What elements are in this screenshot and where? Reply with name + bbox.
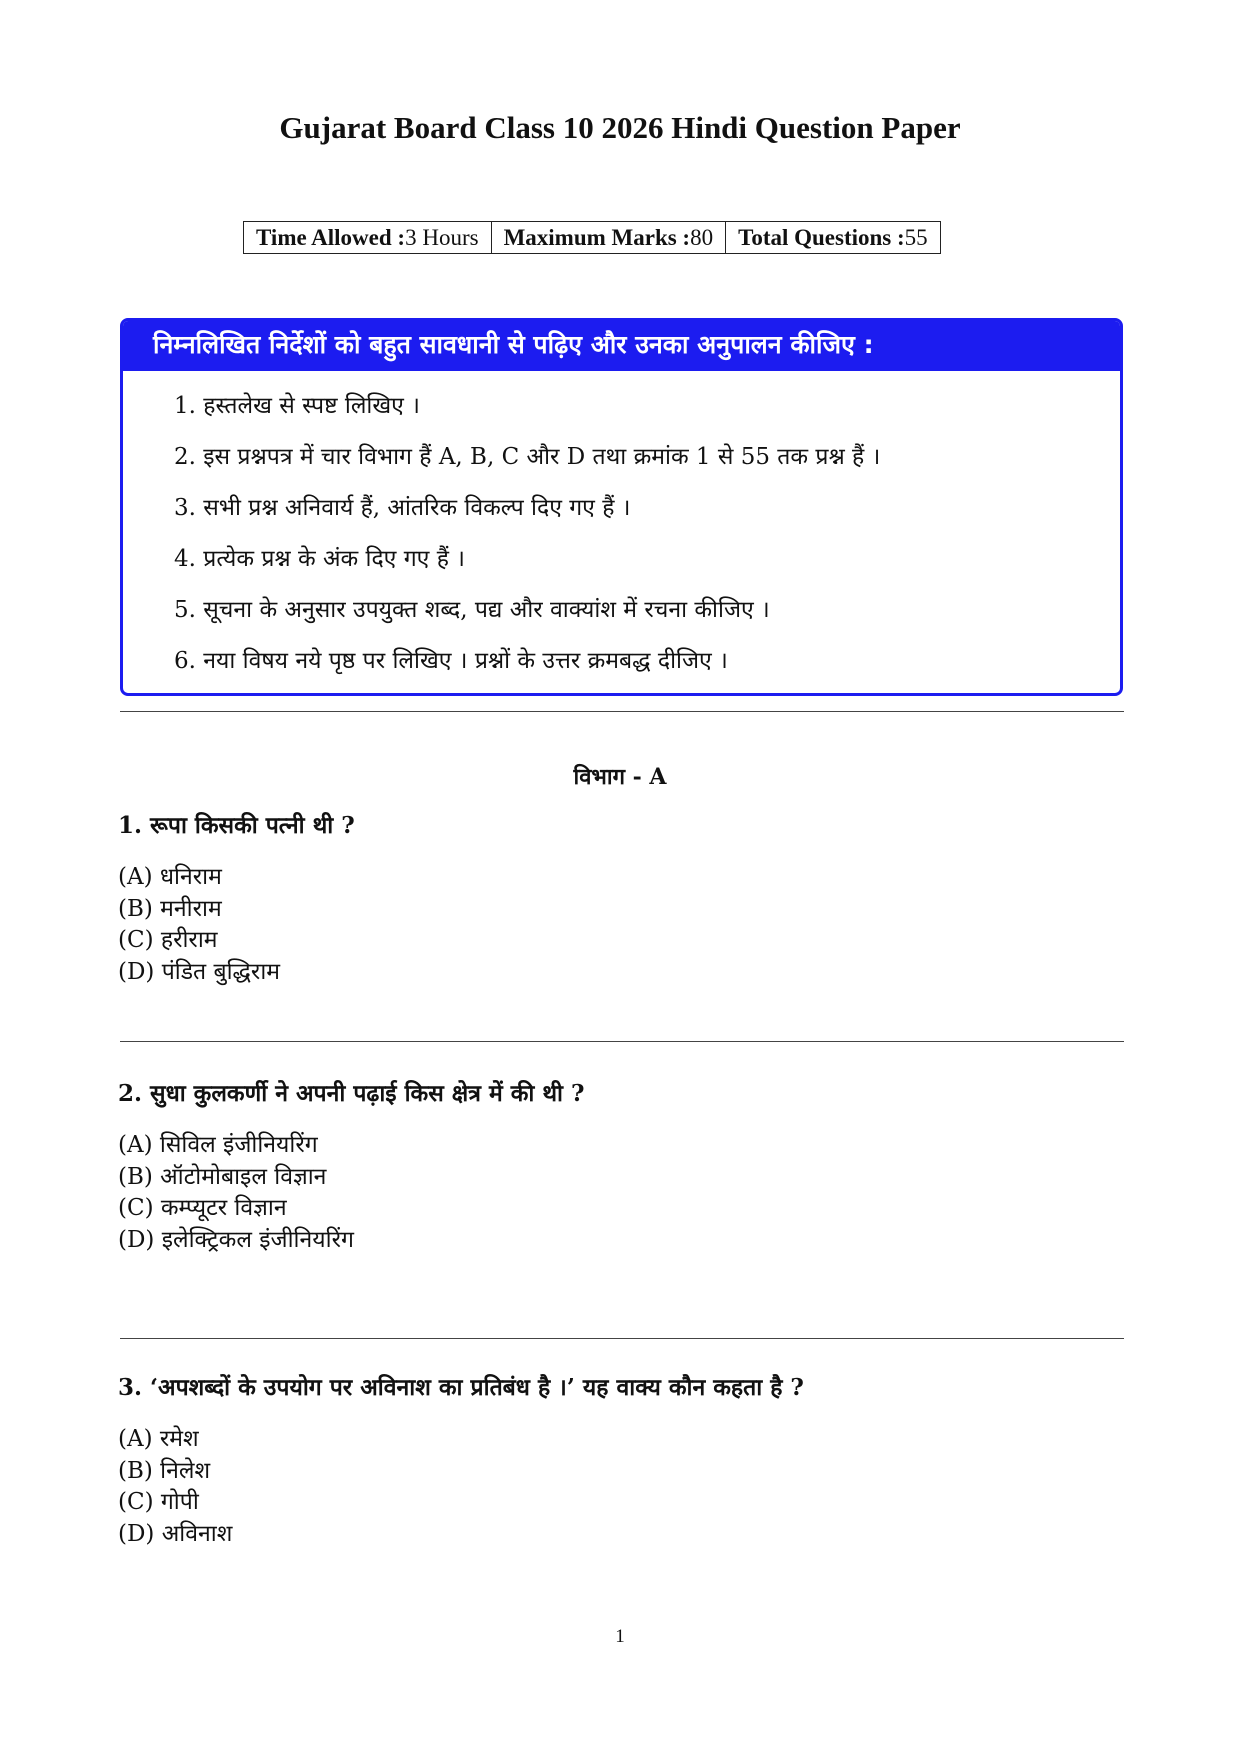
maximum-marks-label: Maximum Marks : — [503, 224, 691, 250]
time-allowed-label: Time Allowed : — [256, 224, 406, 250]
option-d: (D) अविनाश — [118, 1520, 233, 1547]
section-title: विभाग - A — [573, 764, 667, 790]
time-allowed-value: 3 Hours — [405, 224, 479, 250]
question-text: 1. रूपा किसकी पत्नी थी ? — [118, 812, 355, 839]
question-2 — [118, 1076, 1118, 1256]
option-a: (A) धनिराम — [118, 864, 222, 890]
page-number: 1 — [615, 1626, 625, 1647]
question-text: 3. ‘अपशब्दों के उपयोग पर अविनाश का प्रतिबंध है ।’ यह वाक्य कौन कहता है ? — [118, 1374, 804, 1401]
total-questions-cell — [726, 222, 941, 254]
paper-title: Gujarat Board Class 10 2026 Hindi Question Paper — [279, 110, 961, 145]
total-questions-label: Total Questions : — [738, 224, 905, 250]
option-b: (B) निलेश — [118, 1457, 211, 1484]
instruction-item: 4. प्रत्येक प्रश्न के अंक दिए गए हैं । — [174, 546, 465, 572]
option-a: (A) रमेश — [118, 1426, 199, 1452]
exam-info-table — [243, 221, 941, 254]
instructions-box — [120, 318, 1123, 696]
instructions-header: निम्नलिखित निर्देशों को बहुत सावधानी से पढ़िए और उनका अनुपालन कीजिए : — [123, 321, 1120, 371]
instruction-item: 5. सूचना के अनुसार उपयुक्त शब्द, पद्य और वाक्यांश में रचना कीजिए । — [174, 597, 770, 623]
total-questions-value: 55 — [904, 224, 928, 250]
instructions-list — [123, 371, 1120, 687]
question-1 — [118, 808, 1118, 988]
divider — [120, 1338, 1124, 1339]
option-b: (B) मनीराम — [118, 895, 222, 922]
option-c: (C) हरीराम — [118, 927, 218, 953]
maximum-marks-value: 80 — [690, 224, 714, 250]
instruction-item: 6. नया विषय नये पृष्ठ पर लिखिए । प्रश्नों के उत्तर क्रमबद्ध दीजिए । — [174, 648, 728, 674]
instruction-item: 3. सभी प्रश्न अनिवार्य हैं, आंतरिक विकल्प दिए गए हैं । — [174, 495, 631, 521]
divider — [120, 711, 1124, 712]
question-3 — [118, 1370, 1118, 1550]
instruction-item: 1. हस्तलेख से स्पष्ट लिखिए । — [174, 393, 420, 419]
question-text: 2. सुधा कुलकर्णी ने अपनी पढ़ाई किस क्षेत्र में की थी ? — [118, 1080, 585, 1107]
option-b: (B) ऑटोमोबाइल विज्ञान — [118, 1163, 327, 1190]
option-d: (D) इलेक्ट्रिकल इंजीनियरिंग — [118, 1226, 354, 1253]
option-c: (C) गोपी — [118, 1489, 199, 1515]
maximum-marks-cell — [491, 222, 726, 254]
option-c: (C) कम्प्यूटर विज्ञान — [118, 1195, 287, 1221]
time-allowed-cell — [244, 222, 492, 254]
instruction-item: 2. इस प्रश्नपत्र में चार विभाग हैं A, B, C और D तथा क्रमांक 1 से 55 तक प्रश्न हैं । — [174, 444, 881, 470]
option-a: (A) सिविल इंजीनियरिंग — [118, 1132, 318, 1158]
divider — [120, 1041, 1124, 1042]
option-d: (D) पंडित बुद्धिराम — [118, 958, 281, 985]
